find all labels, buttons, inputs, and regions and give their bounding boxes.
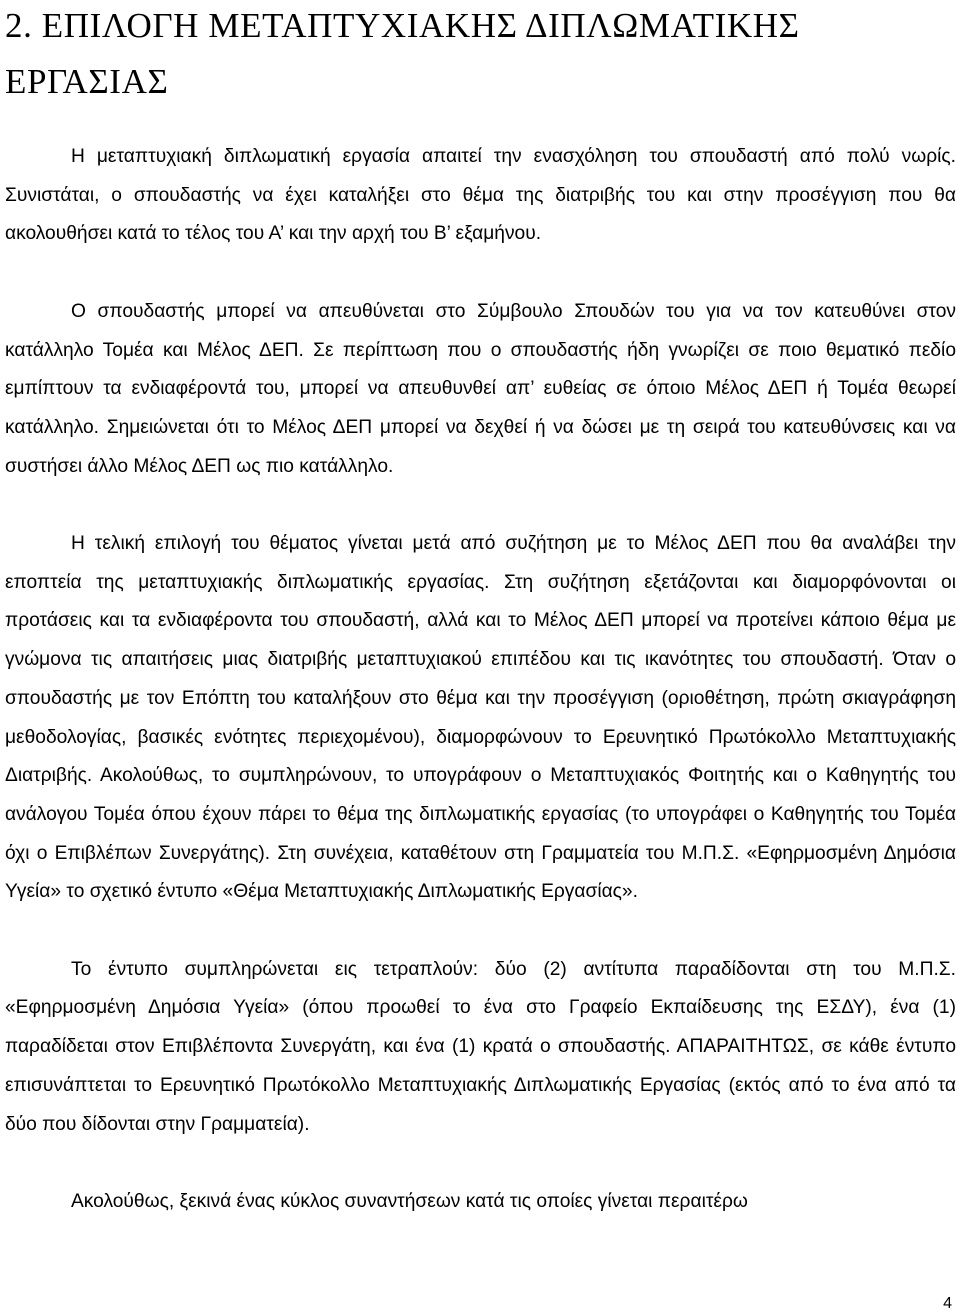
paragraph-final-selection: Η τελική επιλογή του θέματος γίνεται μετά από συζήτηση με το Μέλος ΔΕΠ που θα αναλάβει την εποπτεία της μεταπτυχιακής διπλωματικής εργασίας. Στη συζήτηση εξετάζονται και διαμορφόνονται οι προτάσεις και τα ενδιαφέροντα του σπουδαστή, αλλά και το Μέλος ΔΕΠ μπορεί να προτείνει κάποιο θέμα με γνώμονα τις απαιτήσεις μιας διατριβής μεταπτυχιακού επιπέδου και τις ικανότητες του σπουδαστή. Όταν ο σπουδαστής με τον Επόπτη του καταλήξουν στο θέμα και την προσέγγιση (οριοθέτηση, πρώτη σκιαγράφηση μεθοδολογίας, βασικές ενότητες περιεχομένου), διαμορφώνουν το Ερευνητικό Πρωτόκολλο Μεταπτυχιακής Διατριβής. Ακολούθως, το συμπληρώνουν, το υπογράφουν ο Μεταπτυχιακός Φοιτητής και ο Καθηγητής του ανάλογου Τομέα όπου έχουν πάρει το θέμα της διπλωματικής εργασίας (το υπογράφει ο Καθηγητής του Τομέα όχι ο Επιβλέπων Συνεργάτης). Στη συνέχεια, καταθέτουν στη Γραμματεία του Μ.Π.Σ. «Εφηρμοσμένη Δημόσια Υγεία» το σχετικό έντυπο «Θέμα Μεταπτυχιακής Διπλωματικής Εργασίας». bbox=[5, 533, 956, 903]
paragraph-topic-timing: Η μεταπτυχιακή διπλωματική εργασία απαιτεί την ενασχόληση του σπουδαστή από πολύ νωρίς. Συνιστάται, ο σπουδαστής να έχει καταλήξει στο θέμα της διατριβής του και στην προσέγγιση που θα ακολουθήσει κατά το τέλος του Α’ και την αρχή του Β’ εξαμήνου. bbox=[5, 146, 956, 245]
page-number: 4 bbox=[943, 1295, 952, 1312]
section-heading: 2. ΕΠΙΛΟΓΗ ΜΕΤΑΠΤΥΧΙΑΚΗΣ ΔΙΠΛΩΜΑΤΙΚΗΣ ΕΡΓΑΣΙΑΣ bbox=[5, 6, 800, 101]
paragraph-advisor-contact: Ο σπουδαστής μπορεί να απευθύνεται στο Σύμβουλο Σπουδών του για να τον κατευθύνει στον κατάλληλο Τομέα και Μέλος ΔΕΠ. Σε περίπτωση που ο σπουδαστής ήδη γνωρίζει σε ποιο θεματικό πεδίο εμπίπτουν τα ενδιαφέροντά του, μπορεί να απευθυνθεί απ’ ευθείας σε όποιο Μέλος ΔΕΠ ή Τομέα θεωρεί κατάλληλο. Σημειώνεται ότι το Μέλος ΔΕΠ μπορεί να δεχθεί ή να δώσει με τη σειρά του κατευθύνσεις και να συστήσει άλλο Μέλος ΔΕΠ ως πιο κατάλληλο. bbox=[5, 300, 956, 477]
paragraph-form-submission: Το έντυπο συμπληρώνεται εις τετραπλούν: δύο (2) αντίτυπα παραδίδονται στη του Μ.Π.Σ. «Εφηρμοσμένη Δημόσια Υγεία» (όπου προωθεί το ένα στο Γραφείο Εκπαίδευσης της ΕΣΔΥ), ένα (1) παραδίδεται στον Επιβλέποντα Συνεργάτη, και ένα (1) κρατά ο σπουδαστής. ΑΠΑΡΑΙΤΗΤΩΣ, σε κάθε έντυπο επισυνάπτεται το Ερευνητικό Πρωτόκολλο Μεταπτυχιακής Διπλωματικής Εργασίας (εκτός από το ένα από τα δύο που δίδονται στην Γραμματεία). bbox=[5, 958, 956, 1135]
body-text bbox=[5, 138, 956, 1222]
paragraph-meetings: Ακολούθως, ξεκινά ένας κύκλος συναντήσεων κατά τις οποίες γίνεται περαιτέρω bbox=[71, 1190, 748, 1212]
